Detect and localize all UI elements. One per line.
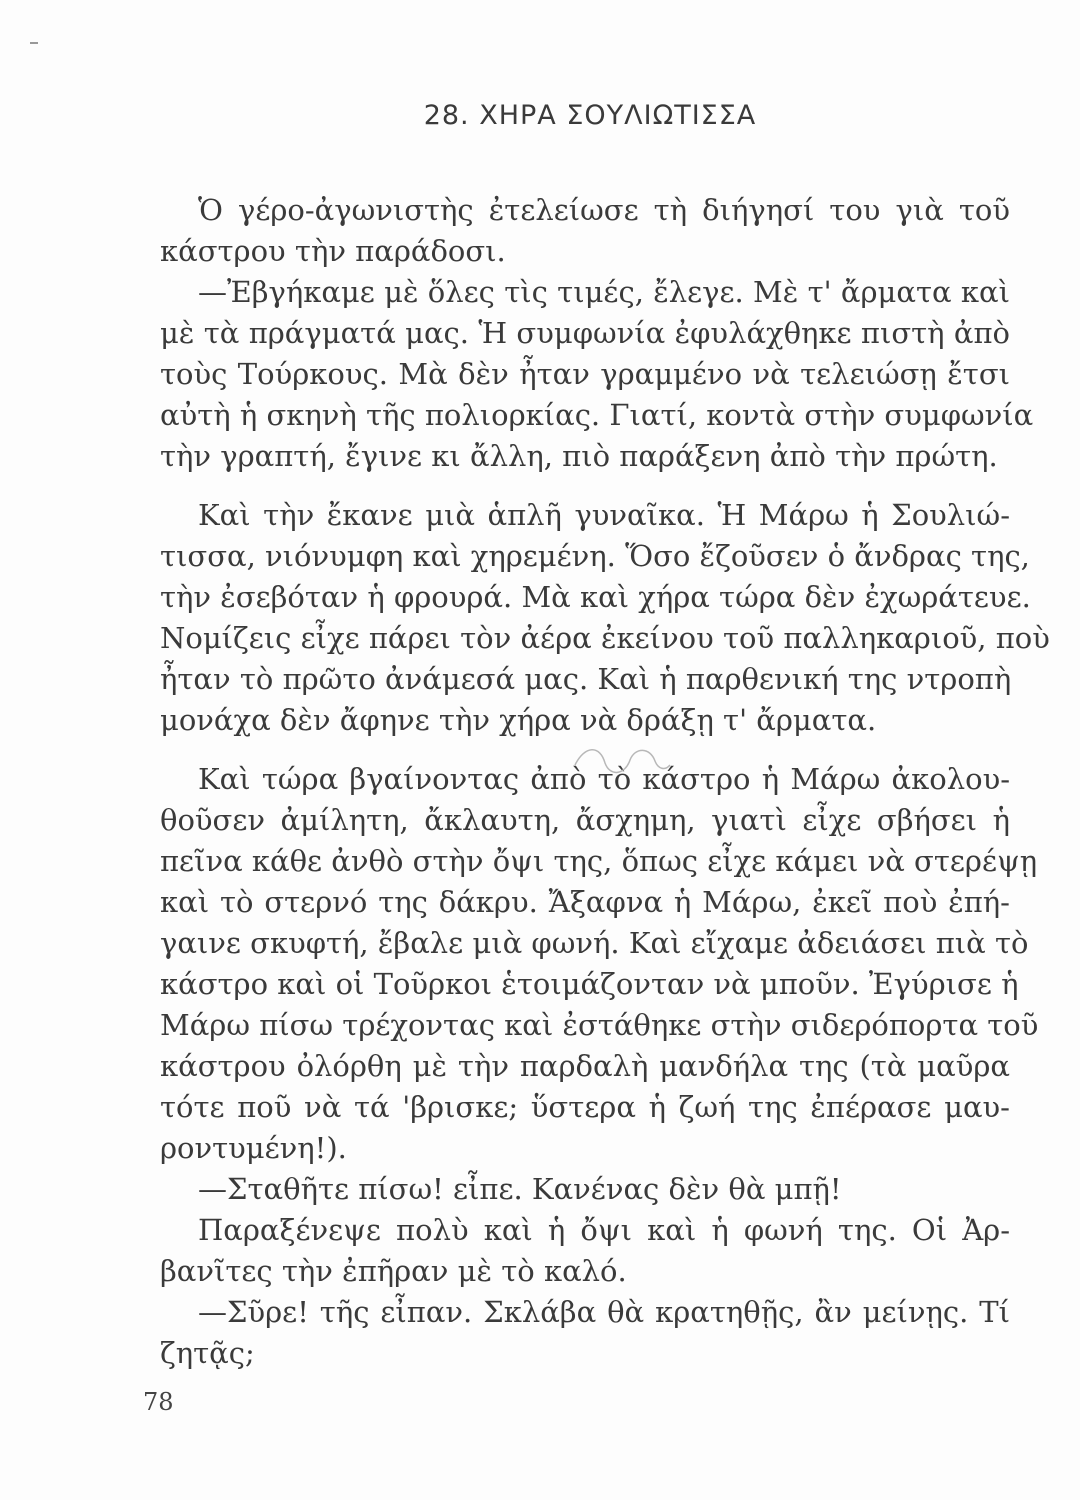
text-line: αὐτὴ ἡ σκηνὴ τῆς πολιορκίας. Γιατί, κοντὰ στὴν συμφωνία [160, 398, 1034, 432]
text-line: —Ἐβγήκαμε μὲ ὅλες τὶς τιμές, ἔλεγε. Μὲ τ' ἄρματα καὶ [198, 275, 1010, 309]
text-line: τοὺς Τούρκους. Μὰ δὲν ἦταν γραμμένο νὰ τελειώσῃ ἔτσι [160, 357, 1010, 391]
text-line: τισσα, νιόνυμφη καὶ χηρεμένη. Ὅσο ἔζοῦσεν ὁ ἄνδρας της, [160, 539, 1030, 573]
paragraph [160, 190, 1010, 272]
text-line: πεῖνα κάθε ἀνθὸ στὴν ὄψι της, ὅπως εἶχε κάμει νὰ στερέψῃ [160, 844, 1038, 878]
body-text [160, 190, 1050, 1374]
text-line: ζητᾷς; [160, 1336, 255, 1370]
text-line: ἦταν τὸ πρῶτο ἀνάμεσά μας. Καὶ ἡ παρθενική της ντροπὴ [160, 662, 1012, 696]
text-line: μὲ τὰ πράγματά μας. Ἡ συμφωνία ἐφυλάχθηκε πιστὴ ἀπὸ [160, 316, 1010, 350]
text-line: ροντυμένη!). [160, 1131, 347, 1165]
paragraph [160, 1169, 1010, 1210]
text-line: Καὶ τὴν ἔκανε μιὰ ἁπλῆ γυναῖκα. Ἡ Μάρω ἡ Σουλιώ- [198, 498, 1010, 532]
paragraph [160, 1210, 1010, 1292]
paragraph [160, 495, 1050, 741]
text-line: —Σταθῆτε πίσω! εἶπε. Κανένας δὲν θὰ μπῇ! [198, 1172, 842, 1206]
text-line: Ὁ γέρο-ἀγωνιστὴς ἐτελείωσε τὴ διήγησί του γιὰ τοῦ [198, 193, 1010, 227]
text-line: θοῦσεν ἀμίλητη, ἄκλαυτη, ἄσχημη, γιατὶ εἶχε σβήσει ἡ [160, 803, 1010, 837]
text-line: —Σῦρε! τῆς εἶπαν. Σκλάβα θὰ κρατηθῇς, ἂν μείνῃς. Τί [198, 1295, 1010, 1329]
paragraph [160, 1292, 1010, 1374]
paragraph [160, 272, 1034, 477]
text-line: κάστρου τὴν παράδοσι. [160, 234, 506, 268]
text-line: καὶ τὸ στερνό της δάκρυ. Ἄξαφνα ἡ Μάρω, ἐκεῖ ποὺ ἐπή- [160, 885, 1010, 919]
text-line: κάστρο καὶ οἱ Τοῦρκοι ἑτοιμάζονταν νὰ μποῦν. Ἐγύρισε ἡ [160, 967, 1019, 1001]
text-line: τὴν γραπτή, ἔγινε κι ἄλλη, πιὸ παράξενη ἀπὸ τὴν πρώτη. [160, 439, 998, 473]
chapter-title: 28. ΧΗΡΑ ΣΟΥΛΙΩΤΙΣΣΑ [423, 100, 757, 131]
paragraph [160, 759, 1039, 1169]
text-line: μονάχα δὲν ἄφηνε τὴν χήρα νὰ δράξῃ τ' ἄρματα. [160, 703, 877, 737]
text-line: τότε ποῦ νὰ τά 'βρισκε; ὕστερα ἡ ζωή της ἐπέρασε μαυ- [160, 1090, 1010, 1124]
text-line: Καὶ τώρα βγαίνοντας ἀπὸ τὸ κάστρο ἡ Μάρω ἀκολου- [198, 762, 1010, 796]
text-line: γαινε σκυφτή, ἔβαλε μιὰ φωνή. Καὶ εἴχαμε ἀδειάσει πιὰ τὸ [160, 926, 1029, 960]
page-number: 78 [143, 1388, 174, 1416]
text-line: τὴν ἐσεβόταν ἡ φρουρά. Μὰ καὶ χήρα τώρα δὲν ἐχωράτευε. [160, 580, 1031, 614]
edge-mark [30, 42, 38, 44]
text-line: βανῖτες τὴν ἐπῆραν μὲ τὸ καλό. [160, 1254, 627, 1288]
text-line: κάστρου ὀλόρθη μὲ τὴν παρδαλὴ μανδήλα της (τὰ μαῦρα [160, 1049, 1010, 1083]
text-line: Μάρω πίσω τρέχοντας καὶ ἐστάθηκε στὴν σιδερόπορτα τοῦ [160, 1008, 1039, 1042]
text-line: Νομίζεις εἶχε πάρει τὸν ἀέρα ἐκείνου τοῦ παλληκαριοῦ, ποὺ [160, 621, 1050, 655]
text-line: Παραξένεψε πολὺ καὶ ἡ ὄψι καὶ ἡ φωνή της. Οἱ Ἀρ- [198, 1213, 1010, 1247]
